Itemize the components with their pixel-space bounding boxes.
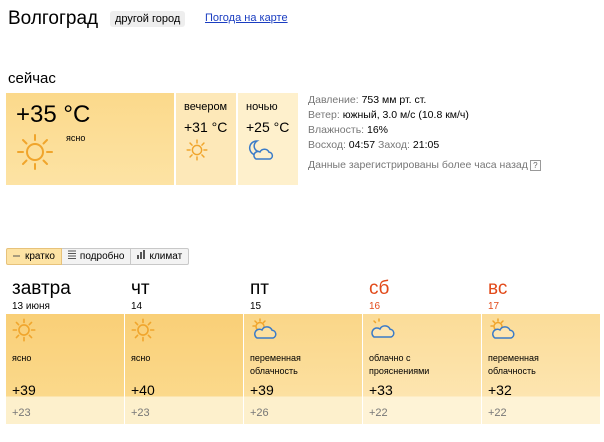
day-name: вс xyxy=(488,278,508,299)
weather-map-link[interactable]: Погода на карте xyxy=(205,12,288,24)
day-date: 14 xyxy=(131,301,143,312)
day-name: сб xyxy=(369,278,390,299)
partly-cloudy-icon xyxy=(250,318,278,345)
day-high: +33 xyxy=(369,382,393,398)
wind-value: южный, 3.0 м/с (10.8 км/ч) xyxy=(342,109,469,121)
evening-label: вечером xyxy=(184,101,228,113)
day-low: +23 xyxy=(131,407,150,419)
humidity-label: Влажность: xyxy=(308,124,367,136)
moon-cloud-icon xyxy=(248,139,274,166)
detailed-view-icon xyxy=(68,249,76,264)
day-condition: ясно xyxy=(131,353,151,363)
forecast-day xyxy=(125,278,243,424)
day-name: завтра xyxy=(12,278,71,299)
sun-icon xyxy=(186,139,208,166)
evening-panel xyxy=(176,93,236,185)
cloud-sun-icon xyxy=(369,318,397,345)
night-label: ночью xyxy=(246,101,278,113)
day-low: +23 xyxy=(12,407,31,419)
day-low: +26 xyxy=(250,407,269,419)
tab-detailed-label: подробно xyxy=(79,251,125,262)
day-condition: облачно с прояснениями xyxy=(369,353,430,376)
day-date: 13 июня xyxy=(12,301,50,312)
day-panel xyxy=(363,314,481,424)
now-label: сейчас xyxy=(8,70,56,87)
tab-short-label: кратко xyxy=(25,251,55,262)
night-panel xyxy=(238,93,298,185)
help-icon[interactable]: ? xyxy=(530,160,541,171)
forecast-day xyxy=(482,278,600,424)
forecast-view-tabs xyxy=(6,248,189,265)
sunset-label: Заход: xyxy=(375,139,413,151)
humidity-value: 16% xyxy=(367,124,389,136)
forecast-day xyxy=(363,278,481,424)
other-city-button[interactable]: другой город xyxy=(110,11,185,27)
day-high: +39 xyxy=(12,382,36,398)
current-condition: ясно xyxy=(66,133,86,143)
day-panel xyxy=(6,314,124,424)
tab-detailed[interactable] xyxy=(62,248,132,265)
evening-temperature: +31 °C xyxy=(184,119,228,135)
night-temperature: +25 °C xyxy=(246,119,290,135)
wind-label: Ветер: xyxy=(308,109,343,121)
day-date: 15 xyxy=(250,301,262,312)
sunrise-value: 04:57 xyxy=(348,139,376,151)
day-condition: ясно xyxy=(12,353,32,363)
day-panel xyxy=(244,314,362,424)
tab-climate-label: климат xyxy=(149,251,183,262)
sun-icon xyxy=(16,133,54,176)
day-panel xyxy=(482,314,600,424)
pressure-value: 753 мм рт. ст. xyxy=(361,94,427,106)
forecast-day xyxy=(6,278,124,424)
current-temperature: +35 °C xyxy=(16,101,91,128)
partly-cloudy-icon xyxy=(488,318,516,345)
short-view-icon xyxy=(13,249,21,264)
sunset-value: 21:05 xyxy=(412,139,440,151)
weather-details xyxy=(308,93,541,173)
climate-chart-icon xyxy=(137,249,145,264)
day-date: 17 xyxy=(488,301,500,312)
day-high: +39 xyxy=(250,382,274,398)
tab-climate[interactable] xyxy=(131,248,189,265)
pressure-label: Давление: xyxy=(308,94,362,106)
sun-icon xyxy=(131,318,155,347)
sunrise-label: Восход: xyxy=(308,139,349,151)
day-high: +40 xyxy=(131,382,155,398)
day-name: чт xyxy=(131,278,150,299)
tab-short[interactable] xyxy=(6,248,62,265)
day-name: пт xyxy=(250,278,269,299)
day-panel xyxy=(125,314,243,424)
day-condition: переменная облачность xyxy=(488,353,539,376)
day-condition: переменная облачность xyxy=(250,353,301,376)
forecast-day xyxy=(244,278,362,424)
day-low: +22 xyxy=(369,407,388,419)
sun-icon xyxy=(12,318,36,347)
forecast-row xyxy=(6,278,600,424)
data-age-note: Данные зарегистрированы более часа назад xyxy=(308,159,528,171)
current-weather-panel xyxy=(6,93,174,185)
day-low: +22 xyxy=(488,407,507,419)
day-high: +32 xyxy=(488,382,512,398)
day-date: 16 xyxy=(369,301,381,312)
city-name: Волгоград xyxy=(8,8,99,29)
